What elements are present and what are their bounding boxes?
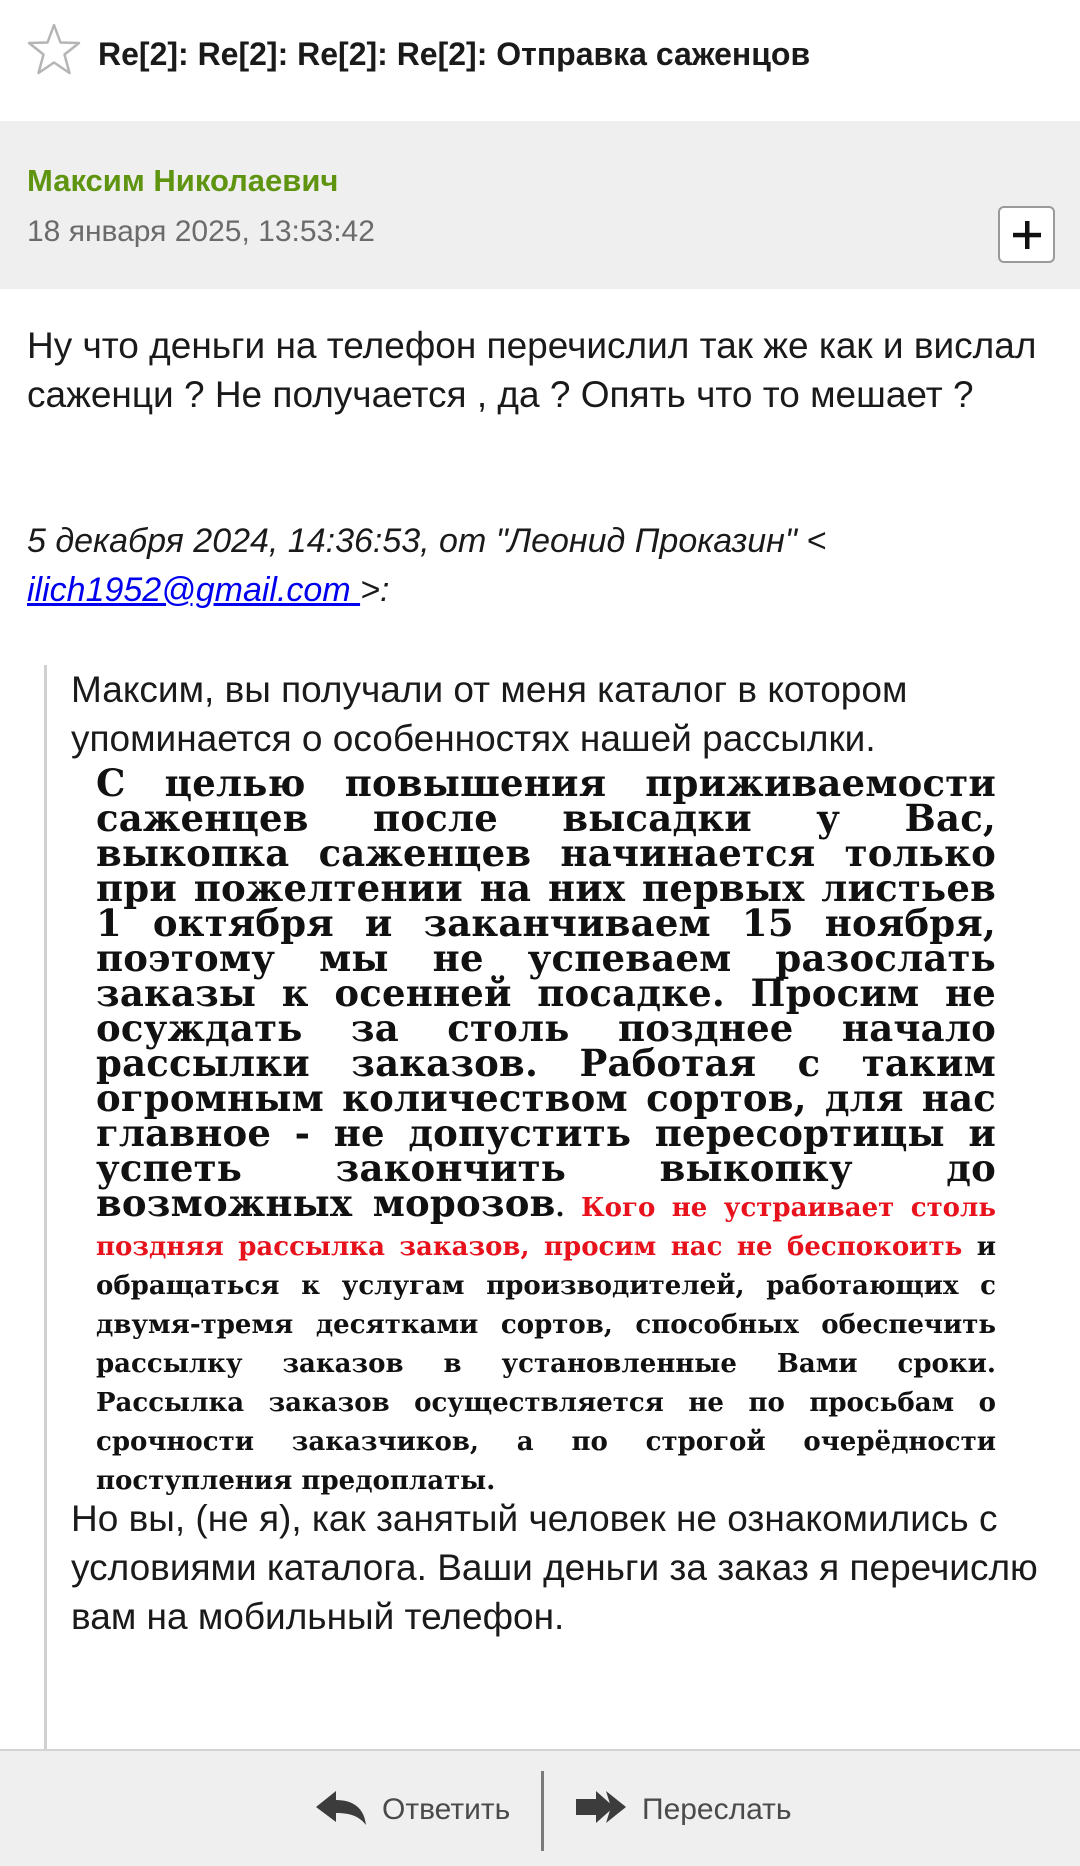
reply-button[interactable] [310, 1751, 540, 1866]
quoted-message [44, 665, 1054, 1749]
catalog-tail-text: и обращаться к услугам производителей, работающих с двумя-тремя десятками сортов, способных обеспечить рассылку заказов в установленные Вами сроки. Рассылка заказов осуществляется не по просьбам о срочности заказчиков, а по строгой очерёдности поступления предоплаты. [96, 1232, 996, 1496]
action-bar [0, 1749, 1080, 1866]
message-date: 18 января 2025, 13:53:42 [27, 215, 375, 248]
message-text: Ну что деньги на телефон перечислил так же как и вислал саженци ? Не получается , да ? Опять что то мешает ? [27, 325, 1037, 415]
forward-label: Переслать [642, 1793, 792, 1826]
sender-info [0, 121, 1080, 289]
quote-paragraph-2: Но вы, (не я), как занятый человек не ознакомились с условиями каталога. Ваши деньги за заказ я перечислю вам на мобильный телефон. [71, 1498, 1038, 1637]
reply-label: Ответить [382, 1793, 511, 1826]
catalog-main-text: С целью повышения приживаемости саженцев после высадки у Вас, выкопка саженцев начинается только при пожелтении на них первых листьев 1 октября и заканчиваем 15 ноября, поэтому мы не успеваем разослать заказы к осенней посадке. Просим не осуждать за столь позднее начало рассылки заказов. Работая с таким огромным количеством сортов, для нас главное - не допустить пересортицы и успеть закончить выкопку до возможных морозов [96, 761, 996, 1225]
quote-paragraph-1: Максим, вы получали от меня каталог в котором упоминается о особенностях нашей рассылки. [71, 669, 908, 759]
quote-attribution-text: 5 декабря 2024, 14:36:53, от "Леонид Проказин" < [27, 522, 827, 560]
catalog-dot: . [555, 1193, 582, 1223]
footer-divider [541, 1771, 544, 1851]
plus-icon [1012, 220, 1042, 250]
star-icon[interactable] [26, 22, 82, 78]
sender-name[interactable]: Максим Николаевич [27, 163, 339, 198]
message-subject: Re[2]: Re[2]: Re[2]: Re[2]: Отправка саженцов [98, 36, 811, 72]
forward-button[interactable] [570, 1751, 810, 1866]
catalog-excerpt [96, 761, 996, 1501]
catalog-warning-text: Кого не устраивает столь поздняя рассылка заказов, просим нас не беспокоить [96, 1193, 996, 1262]
reply-icon [314, 1789, 370, 1829]
expand-details-button[interactable] [998, 206, 1055, 263]
quote-attribution-end: >: [360, 571, 390, 609]
message-header [0, 0, 1080, 121]
quote-attribution [27, 517, 1057, 615]
quote-email-link[interactable]: ilich1952@gmail.com [27, 571, 361, 609]
forward-icon [574, 1789, 630, 1829]
message-body [0, 289, 1080, 1749]
